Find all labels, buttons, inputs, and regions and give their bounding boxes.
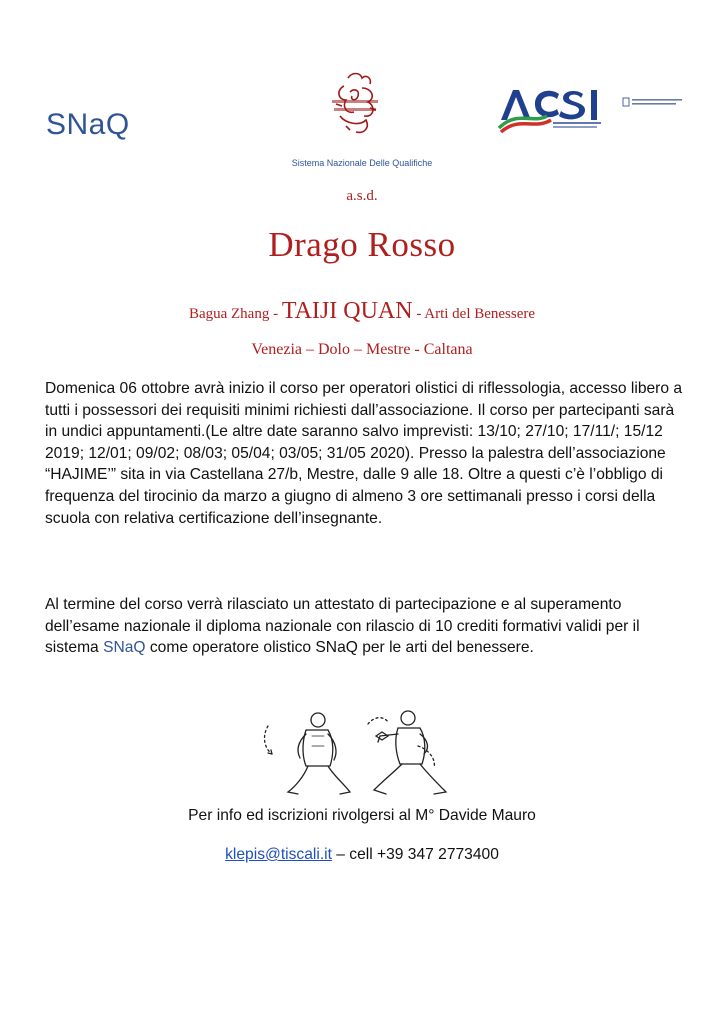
locations-line: Venezia – Dolo – Mestre - Caltana <box>251 341 473 358</box>
asd-label: a.s.d. <box>346 188 378 204</box>
taiji-figures-illustration <box>258 706 453 798</box>
email-link[interactable]: klepis@tiscali.it <box>225 846 332 863</box>
coni-recognition-mark <box>622 96 684 116</box>
certification-paragraph <box>45 594 685 659</box>
snaq-subtitle: Sistema Nazionale Delle Qualifiche <box>291 158 433 168</box>
page-title: Drago Rosso <box>268 225 456 264</box>
discipline-taiji: TAIJI QUAN <box>281 298 413 324</box>
discipline-bagua: Bagua Zhang - <box>188 306 282 322</box>
phone-number: – cell +39 347 2773400 <box>331 846 499 863</box>
discipline-benessere: - Arti del Benessere <box>412 306 536 322</box>
disciplines-line <box>0 298 724 325</box>
snaq-inline-name: SNaQ <box>103 639 146 657</box>
certification-text-end: come operatore olistico SNaQ per le arti del benessere. <box>145 639 534 657</box>
course-description-paragraph: Domenica 06 ottobre avrà inizio il corso per operatori olistici di riflessologia, accesso libero a tutti i possessori dei requisiti minimi richiesti dall’associazione. Il corso per partecipanti sarà in undici appuntamenti.(Le altre date saranno salvo imprevisti: 13/10; 27/10; 17/11/; 15/12 2019; 12/01; 09/02; 08/03; 05/04; 03/05; 31/05 2020). Presso la palestra dell’associazione “HAJIME’” sita in via Castellana 27/b, Mestre, dalle 9 alle 18. Oltre a questi c’è l’obbligo di frequenza del tirocinio da marzo a giugno di almeno 3 ore settimanali presso i corsi della scuola con relativa certificazione dell’insegnante. <box>45 380 683 527</box>
snaq-logo: SNaQ <box>46 108 130 141</box>
acsi-logo <box>497 80 617 136</box>
drago-rosso-dragon-logo <box>326 70 384 138</box>
certification-text-start: Al termine del corso verrà rilasciato un attestato di partecipazione e al superamento dell’esame nazionale il diploma nazionale con rilascio di 10 crediti formativi validi per il sistema <box>45 596 640 657</box>
email-phone-line <box>0 846 724 864</box>
contact-info: Per info ed iscrizioni rivolgersi al M° Davide Mauro <box>188 807 536 824</box>
